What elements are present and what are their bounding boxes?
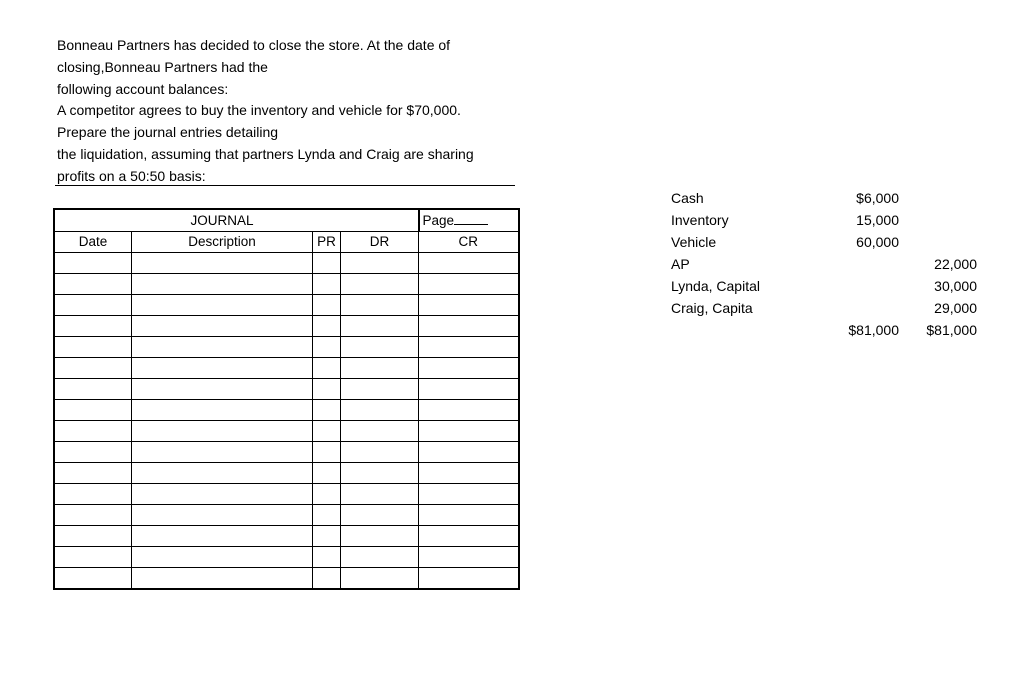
description-cell[interactable] <box>132 379 313 400</box>
balance-row <box>666 275 977 297</box>
description-cell[interactable] <box>132 547 313 568</box>
totals-label <box>666 319 837 341</box>
debit-amount: $6,000 <box>856 190 899 206</box>
balance-row <box>666 231 977 253</box>
date-cell[interactable] <box>54 400 132 421</box>
pr-cell[interactable] <box>313 400 341 421</box>
date-cell[interactable] <box>54 526 132 547</box>
journal-entry-row <box>54 379 519 400</box>
journal-cell <box>54 209 132 232</box>
cr-cell[interactable] <box>419 421 519 442</box>
credit-amount: 22,000 <box>934 256 977 272</box>
description-cell[interactable] <box>132 295 313 316</box>
description-cell[interactable] <box>132 505 313 526</box>
pr-cell[interactable] <box>313 358 341 379</box>
credit-amount <box>899 187 977 209</box>
problem-statement <box>57 35 515 188</box>
journal-title: JOURNAL <box>132 209 313 232</box>
cr-cell[interactable] <box>419 358 519 379</box>
description-cell[interactable] <box>132 421 313 442</box>
account-name: Vehicle <box>671 234 717 250</box>
divider <box>55 185 515 186</box>
pr-cell[interactable] <box>313 484 341 505</box>
dr-cell[interactable] <box>341 484 419 505</box>
account-name: AP <box>671 256 690 272</box>
date-cell[interactable] <box>54 253 132 274</box>
date-cell[interactable] <box>54 568 132 590</box>
date-cell[interactable] <box>54 463 132 484</box>
dr-cell[interactable] <box>341 463 419 484</box>
account-name: Craig, Capita <box>671 300 753 316</box>
journal-table <box>53 208 520 590</box>
problem-line: the liquidation, assuming that partners Lynda and Craig are sharing <box>57 145 474 162</box>
totals-row <box>666 319 977 341</box>
debit-amount: 15,000 <box>856 212 899 228</box>
credit-amount: 29,000 <box>934 300 977 316</box>
journal-entry-row <box>54 505 519 526</box>
dr-cell[interactable] <box>341 568 419 590</box>
cr-header: CR <box>419 232 519 253</box>
dr-cell[interactable] <box>341 442 419 463</box>
debit-amount <box>837 275 899 297</box>
date-cell[interactable] <box>54 337 132 358</box>
pr-cell[interactable] <box>313 505 341 526</box>
dr-cell[interactable] <box>341 505 419 526</box>
dr-cell[interactable] <box>341 526 419 547</box>
dr-cell[interactable] <box>341 253 419 274</box>
dr-cell[interactable] <box>341 421 419 442</box>
date-cell[interactable] <box>54 442 132 463</box>
journal-entry-row <box>54 274 519 295</box>
date-cell[interactable] <box>54 484 132 505</box>
pr-cell[interactable] <box>313 379 341 400</box>
dr-cell[interactable] <box>341 358 419 379</box>
dr-cell[interactable] <box>341 274 419 295</box>
balance-row <box>666 209 977 231</box>
debit-amount <box>837 253 899 275</box>
date-cell[interactable] <box>54 505 132 526</box>
account-balances-table <box>666 187 977 341</box>
account-name: Cash <box>671 190 704 206</box>
cr-cell[interactable] <box>419 568 519 590</box>
page-number-blank[interactable] <box>454 210 488 225</box>
cr-cell[interactable] <box>419 274 519 295</box>
description-cell[interactable] <box>132 274 313 295</box>
balance-row <box>666 187 977 209</box>
journal-cell <box>313 209 341 232</box>
journal-entry-row <box>54 568 519 590</box>
pr-header: PR <box>313 232 341 253</box>
cr-cell[interactable] <box>419 505 519 526</box>
journal-cell <box>341 209 419 232</box>
debit-amount: 60,000 <box>856 234 899 250</box>
pr-cell[interactable] <box>313 421 341 442</box>
problem-line: Prepare the journal entries detailing <box>57 124 279 141</box>
cr-cell[interactable] <box>419 463 519 484</box>
journal-entry-row <box>54 358 519 379</box>
pr-cell[interactable] <box>313 316 341 337</box>
pr-cell[interactable] <box>313 253 341 274</box>
page-field[interactable] <box>419 209 519 232</box>
pr-cell[interactable] <box>313 274 341 295</box>
account-name: Inventory <box>671 212 729 228</box>
pr-cell[interactable] <box>313 337 341 358</box>
problem-line: profits on a 50:50 basis: <box>57 167 206 184</box>
dr-cell[interactable] <box>341 337 419 358</box>
journal-entry-row <box>54 526 519 547</box>
problem-line: following account balances: <box>57 80 229 97</box>
cr-cell[interactable] <box>419 526 519 547</box>
dr-cell[interactable] <box>341 547 419 568</box>
journal-entry-row <box>54 442 519 463</box>
pr-cell[interactable] <box>313 568 341 590</box>
description-cell[interactable] <box>132 253 313 274</box>
journal-entry-row <box>54 253 519 274</box>
account-name: Lynda, Capital <box>671 278 760 294</box>
pr-cell[interactable] <box>313 295 341 316</box>
credit-amount <box>899 231 977 253</box>
date-cell[interactable] <box>54 358 132 379</box>
journal-entry-row <box>54 484 519 505</box>
date-cell[interactable] <box>54 379 132 400</box>
journal-entry-row <box>54 400 519 421</box>
pr-cell[interactable] <box>313 442 341 463</box>
description-cell[interactable] <box>132 484 313 505</box>
credit-amount: 30,000 <box>934 278 977 294</box>
date-header: Date <box>54 232 132 253</box>
cr-cell[interactable] <box>419 379 519 400</box>
date-cell[interactable] <box>54 274 132 295</box>
description-cell[interactable] <box>132 400 313 421</box>
dr-cell[interactable] <box>341 400 419 421</box>
debit-amount <box>837 297 899 319</box>
journal-entry-row <box>54 295 519 316</box>
journal-title-row <box>54 209 519 232</box>
balance-row <box>666 297 977 319</box>
problem-line: closing,Bonneau Partners had the <box>57 58 268 75</box>
cr-cell[interactable] <box>419 547 519 568</box>
problem-line: A competitor agrees to buy the inventory and vehicle for $70,000. <box>57 102 461 119</box>
cr-cell[interactable] <box>419 484 519 505</box>
pr-cell[interactable] <box>313 547 341 568</box>
dr-header: DR <box>341 232 419 253</box>
description-cell[interactable] <box>132 358 313 379</box>
description-cell[interactable] <box>132 442 313 463</box>
cr-cell[interactable] <box>419 316 519 337</box>
journal-entry-row <box>54 337 519 358</box>
journal-entry-row <box>54 547 519 568</box>
date-cell[interactable] <box>54 295 132 316</box>
cr-cell[interactable] <box>419 253 519 274</box>
description-cell[interactable] <box>132 526 313 547</box>
dr-cell[interactable] <box>341 295 419 316</box>
journal-entry-row <box>54 421 519 442</box>
cr-cell[interactable] <box>419 295 519 316</box>
problem-line: Bonneau Partners has decided to close the store. At the date of <box>57 37 451 53</box>
cr-cell[interactable] <box>419 400 519 421</box>
journal-header-row <box>54 232 519 253</box>
description-cell[interactable] <box>132 337 313 358</box>
description-cell[interactable] <box>132 568 313 590</box>
date-cell[interactable] <box>54 421 132 442</box>
dr-cell[interactable] <box>341 379 419 400</box>
balance-row <box>666 253 977 275</box>
journal-entry-row <box>54 463 519 484</box>
debit-total: $81,000 <box>848 322 899 338</box>
journal-entry-row <box>54 316 519 337</box>
cr-cell[interactable] <box>419 337 519 358</box>
cr-cell[interactable] <box>419 442 519 463</box>
pr-cell[interactable] <box>313 526 341 547</box>
description-header: Description <box>132 232 313 253</box>
date-cell[interactable] <box>54 547 132 568</box>
date-cell[interactable] <box>54 316 132 337</box>
credit-amount <box>899 209 977 231</box>
description-cell[interactable] <box>132 463 313 484</box>
description-cell[interactable] <box>132 316 313 337</box>
page-label: Page <box>422 213 455 228</box>
dr-cell[interactable] <box>341 316 419 337</box>
pr-cell[interactable] <box>313 463 341 484</box>
credit-total: $81,000 <box>926 322 977 338</box>
